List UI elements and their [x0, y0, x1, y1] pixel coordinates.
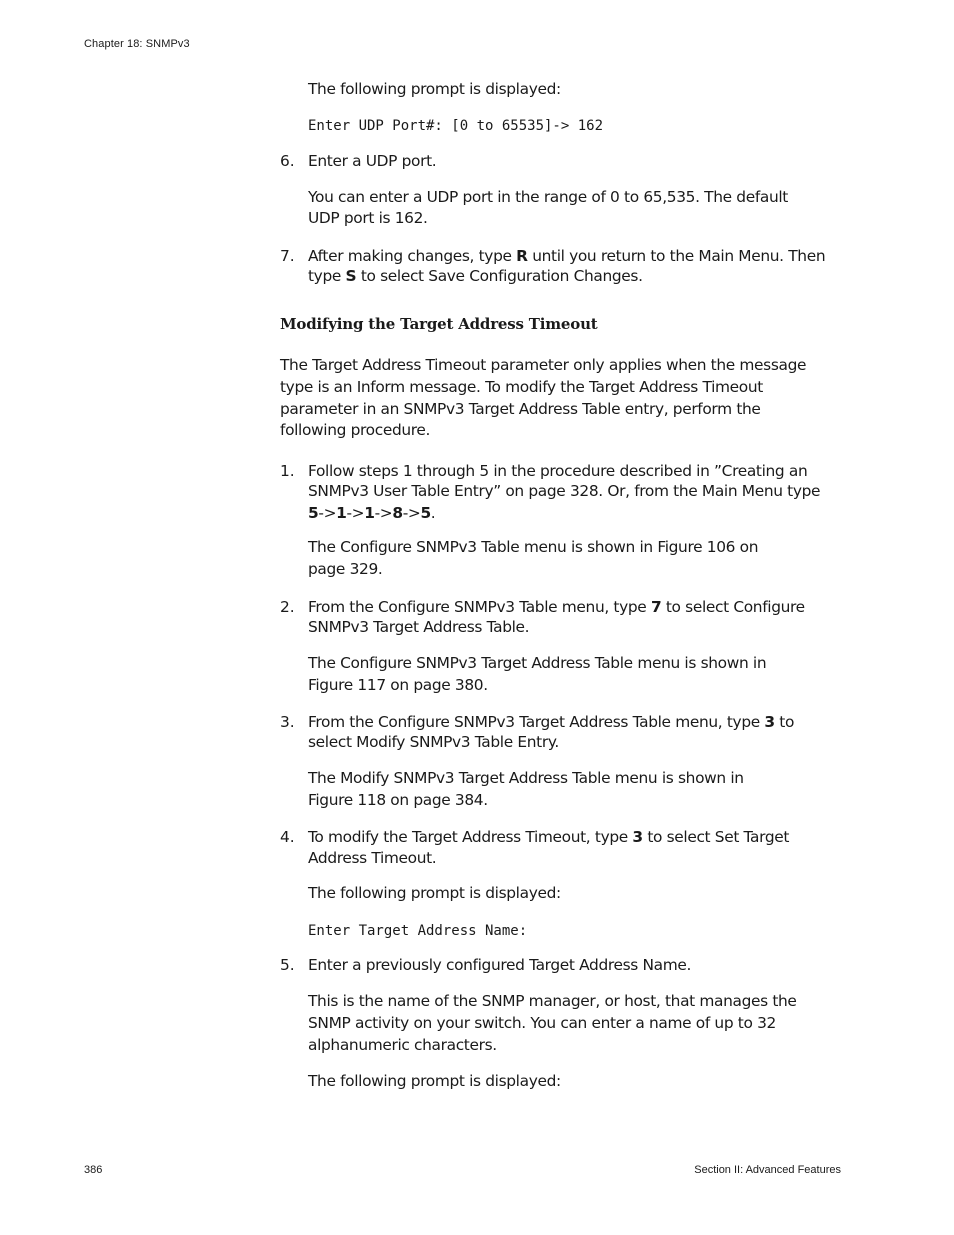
step-text: Enter a previously configured Target Address Name. — [308, 956, 692, 974]
step-number: 7. — [280, 247, 295, 265]
key-r: R — [516, 247, 528, 265]
section-heading: Modifying the Target Address Timeout — [280, 315, 598, 333]
step-text: SNMPv3 Target Address Table. — [308, 618, 530, 636]
section-intro-line: type is an Inform message. To modify the Target Address Timeout — [280, 378, 763, 396]
step-text: select Modify SNMPv3 Table Entry. — [308, 733, 559, 751]
prompt-text: The following prompt is displayed: — [308, 884, 561, 902]
code-udp-port: Enter UDP Port#: [0 to 65535]-> 162 — [308, 118, 604, 134]
prompt-text: The following prompt is displayed: — [308, 80, 561, 98]
step-text: From the Configure SNMPv3 Target Address Table menu, type 3 to — [308, 713, 795, 731]
step-text: Follow steps 1 through 5 in the procedure described in ”Creating an — [308, 462, 808, 480]
step-description: SNMP activity on your switch. You can enter a name of up to 32 — [308, 1014, 776, 1032]
step-number: 6. — [280, 152, 295, 170]
section-intro-line: parameter in an SNMPv3 Target Address Table entry, perform the — [280, 400, 761, 418]
key-sequence: 5->1->1->8->5. — [308, 504, 436, 522]
page-number: 386 — [84, 1164, 103, 1176]
code-target-address-name: Enter Target Address Name: — [308, 923, 528, 939]
step-text: To modify the Target Address Timeout, type 3 to select Set Target — [308, 828, 790, 846]
step-note: The Configure SNMPv3 Target Address Table menu is shown in — [308, 654, 767, 672]
step-text: Address Timeout. — [308, 849, 437, 867]
step-description: UDP port is 162. — [308, 209, 428, 227]
key-s: S — [345, 267, 357, 285]
step-text: SNMPv3 User Table Entry” on page 328. Or, from the Main Menu type — [308, 482, 821, 500]
section-intro-line: The Target Address Timeout parameter only applies when the message — [280, 356, 807, 374]
step-note: The Configure SNMPv3 Table menu is shown in Figure 106 on — [308, 538, 759, 556]
step-note: Figure 117 on page 380. — [308, 676, 488, 694]
step-text: Enter a UDP port. — [308, 152, 437, 170]
key-3: 3 — [632, 828, 643, 846]
step-number: 2. — [280, 598, 295, 616]
step-number: 4. — [280, 828, 295, 846]
step-text: From the Configure SNMPv3 Table menu, type 7 to select Configure — [308, 598, 805, 616]
prompt-text: The following prompt is displayed: — [308, 1072, 561, 1090]
step-note: Figure 118 on page 384. — [308, 791, 488, 809]
step-note: page 329. — [308, 560, 383, 578]
step-number: 5. — [280, 956, 295, 974]
step-note: The Modify SNMPv3 Target Address Table menu is shown in — [308, 769, 744, 787]
section-intro-line: following procedure. — [280, 421, 431, 439]
step-description: You can enter a UDP port in the range of 0 to 65,535. The default — [308, 188, 788, 206]
key-7: 7 — [650, 598, 662, 616]
step-description: This is the name of the SNMP manager, or host, that manages the — [308, 992, 797, 1010]
running-head: Chapter 18: SNMPv3 — [84, 38, 190, 50]
step-text: After making changes, type R until you return to the Main Menu. Then — [308, 247, 826, 265]
key-3: 3 — [764, 713, 775, 731]
step-description: alphanumeric characters. — [308, 1036, 497, 1054]
step-text: type S to select Save Configuration Changes. — [308, 267, 643, 285]
section-footer: Section II: Advanced Features — [694, 1164, 841, 1176]
step-number: 3. — [280, 713, 295, 731]
step-number: 1. — [280, 462, 295, 480]
